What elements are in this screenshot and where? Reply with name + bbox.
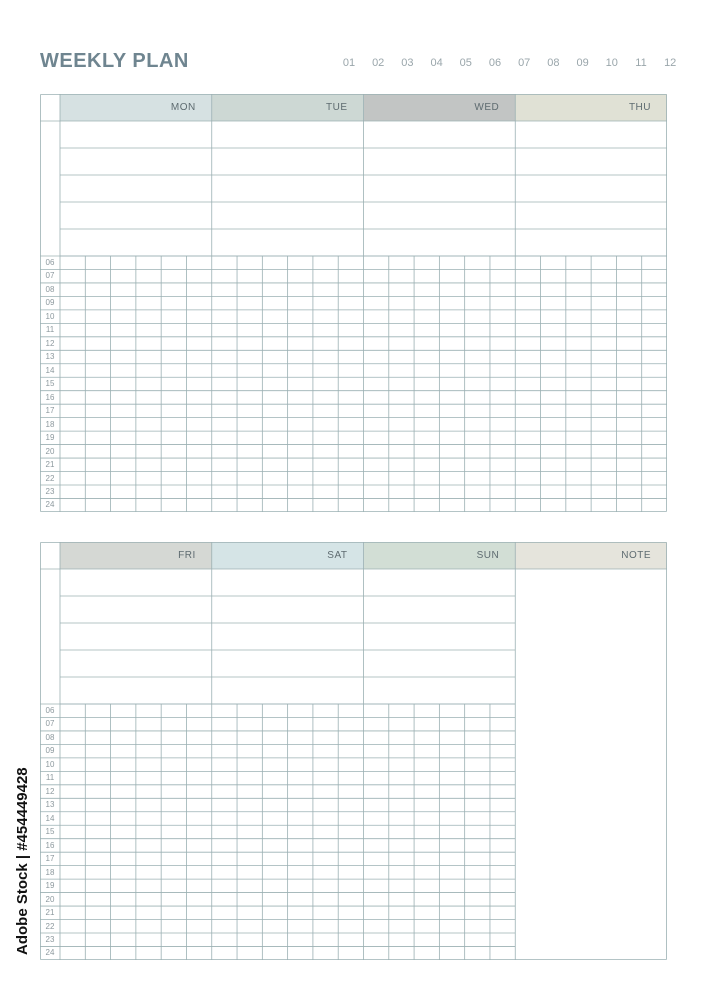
hour-label-07: 07 xyxy=(45,271,55,281)
month-selector xyxy=(0,57,707,73)
hour-label-09: 09 xyxy=(45,746,55,756)
stock-id-watermark: Adobe Stock | #454449428 xyxy=(14,767,31,955)
day-header-sat: SAT xyxy=(212,542,364,569)
hour-label-22: 22 xyxy=(45,921,55,931)
hour-label-18: 18 xyxy=(45,867,55,877)
month-12[interactable]: 12 xyxy=(664,57,677,69)
planner-grid xyxy=(40,542,667,960)
hour-label-08: 08 xyxy=(45,284,55,294)
month-03[interactable]: 03 xyxy=(401,57,414,69)
hour-label-13: 13 xyxy=(45,800,55,810)
hour-label-09: 09 xyxy=(45,298,55,308)
hour-label-15: 15 xyxy=(45,827,55,837)
day-header-tue: TUE xyxy=(212,94,364,121)
hour-label-20: 20 xyxy=(45,894,55,904)
hour-label-16: 16 xyxy=(45,840,55,850)
day-header-sun: SUN xyxy=(364,542,516,569)
hour-label-16: 16 xyxy=(45,392,55,402)
hour-label-21: 21 xyxy=(45,908,55,918)
month-01[interactable]: 01 xyxy=(342,57,356,69)
hour-label-17: 17 xyxy=(45,406,55,416)
hour-label-24: 24 xyxy=(45,500,55,510)
hour-label-12: 12 xyxy=(45,786,55,796)
hour-label-23: 23 xyxy=(45,934,55,944)
hour-label-08: 08 xyxy=(45,732,55,742)
planner-grid xyxy=(40,94,667,512)
hour-label-23: 23 xyxy=(45,486,55,496)
month-11[interactable]: 11 xyxy=(635,57,647,69)
hour-label-17: 17 xyxy=(45,854,55,864)
hour-label-20: 20 xyxy=(45,446,55,456)
hour-label-06: 06 xyxy=(45,258,55,267)
page-title: WEEKLY PLAN xyxy=(40,50,189,72)
month-04[interactable]: 04 xyxy=(430,57,443,69)
hour-label-10: 10 xyxy=(45,759,55,769)
hour-label-15: 15 xyxy=(45,379,55,389)
month-09[interactable]: 09 xyxy=(576,57,589,69)
hour-label-11: 11 xyxy=(45,325,55,335)
hour-label-12: 12 xyxy=(45,338,55,348)
hour-label-22: 22 xyxy=(45,473,55,483)
weekly-block-top xyxy=(40,94,667,512)
month-07[interactable]: 07 xyxy=(518,57,531,69)
hour-label-18: 18 xyxy=(45,419,55,429)
hour-label-19: 19 xyxy=(45,433,55,443)
month-06[interactable]: 06 xyxy=(488,57,502,69)
month-05[interactable]: 05 xyxy=(459,57,472,69)
hour-label-19: 19 xyxy=(45,881,55,891)
day-header-fri: FRI xyxy=(60,542,212,569)
hour-label-06: 06 xyxy=(45,706,55,715)
month-10[interactable]: 10 xyxy=(605,57,618,69)
day-header-thu: THU xyxy=(515,94,667,121)
hour-label-10: 10 xyxy=(45,311,55,321)
month-08[interactable]: 08 xyxy=(547,57,560,69)
hour-label-13: 13 xyxy=(45,352,55,362)
hour-label-24: 24 xyxy=(45,948,55,958)
day-header-note: NOTE xyxy=(515,542,667,569)
hour-label-07: 07 xyxy=(45,719,55,729)
hour-label-14: 14 xyxy=(45,365,55,375)
hour-label-11: 11 xyxy=(45,773,55,783)
day-header-mon: MON xyxy=(60,94,212,121)
hour-label-21: 21 xyxy=(45,460,55,470)
weekly-block-bottom xyxy=(40,542,667,960)
month-02[interactable]: 02 xyxy=(372,57,385,69)
day-header-wed: WED xyxy=(364,94,516,121)
hour-label-14: 14 xyxy=(45,813,55,823)
